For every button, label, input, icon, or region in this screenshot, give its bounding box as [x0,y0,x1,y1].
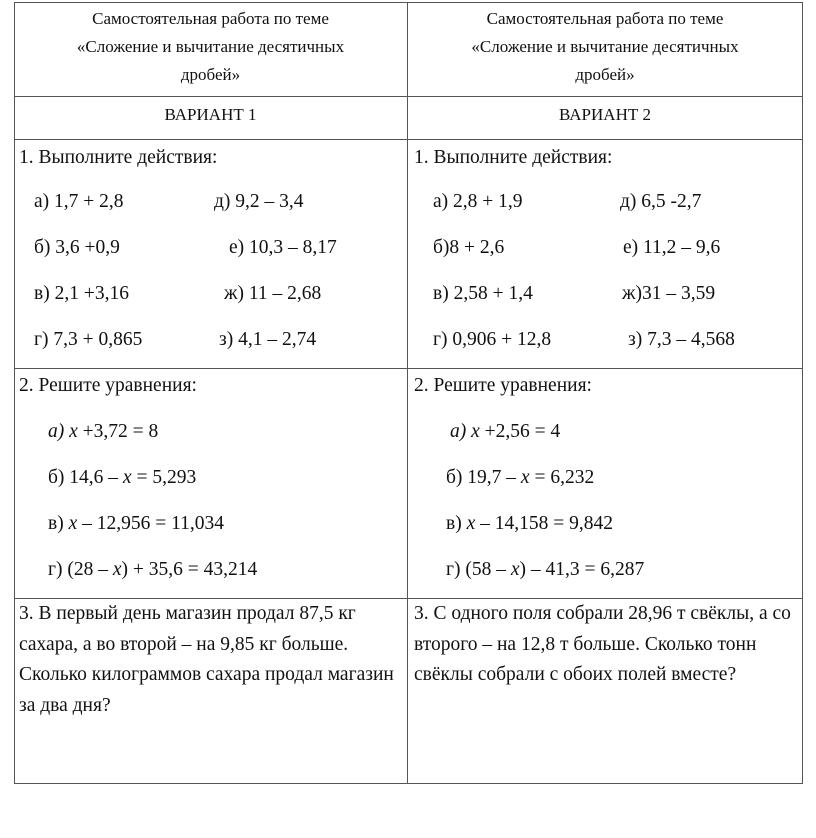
title-line: дробей» [575,65,635,84]
equation-variable: x [68,513,78,534]
title-line: Самостоятельная работа по теме [486,9,724,28]
equation-rest: = 5,293 [131,467,197,488]
equation [446,466,594,490]
equation [450,420,560,444]
equation-prefix: а) [48,421,70,442]
equation-rest: ) – 41,3 = 6,287 [519,559,645,580]
equation [48,466,196,490]
equation-variable: x [112,559,122,580]
equation-variable: x [466,513,476,534]
equation-prefix: б) 19,7 – [446,467,521,488]
task3-text: 3. С одного поля собрали 28,96 т свёклы, а со второго – на 12,8 т больше. Сколько тонн свёклы собрали с обоих полей вместе? [414,603,791,685]
equation-variable: x [471,421,480,442]
equation-prefix: г) (58 – [446,559,511,580]
variant-label: ВАРИАНТ 1 [164,105,257,124]
task1-item: а) 1,7 + 2,8 [34,191,124,212]
task1-item: ж)31 – 3,59 [622,283,716,304]
task1-item: б) 3,6 +0,9 [34,237,120,258]
title-line: дробей» [180,65,241,84]
task1-item: д) 6,5 -2,7 [620,191,702,212]
task1-item: г) 0,906 + 12,8 [433,329,552,350]
table-border-bottom [14,783,803,784]
equation-prefix: в) [48,513,69,534]
table-border-right [802,2,803,784]
equation-variable: x [520,467,530,488]
equation [446,558,644,582]
task1-heading: 1. Выполните действия: [19,147,218,168]
equation-variable: x [122,467,132,488]
equation-rest: – 14,158 = 9,842 [475,513,613,534]
equation [48,512,224,536]
variant-label: ВАРИАНТ 2 [559,105,651,124]
equation-prefix: г) (28 – [48,559,113,580]
task1-item: з) 4,1 – 2,74 [219,329,317,350]
title-line: «Сложение и вычитание десятичных [76,37,345,56]
equation-variable: x [510,559,520,580]
title-line: «Сложение и вычитание десятичных [471,37,739,56]
row-divider [14,368,803,369]
task1-item: в) 2,1 +3,16 [34,283,129,304]
worksheet-title [408,2,802,96]
equation-rest: ) + 35,6 = 43,214 [121,559,258,580]
equation [446,512,613,536]
equation [48,420,158,444]
task1-item: ж) 11 – 2,68 [224,283,322,304]
equation-rest: +3,72 = 8 [77,421,159,442]
task1-item: в) 2,58 + 1,4 [433,283,533,304]
task2-heading: 2. Решите уравнения: [19,375,197,396]
task1-item: е) 11,2 – 9,6 [623,237,721,258]
worksheet-table [14,2,803,784]
equation-rest: – 12,956 = 11,034 [77,513,225,534]
equation [48,558,257,582]
task1-item: г) 7,3 + 0,865 [34,329,143,350]
equation-rest: = 6,232 [529,467,595,488]
title-line: Самостоятельная работа по теме [92,9,329,28]
task1-item: з) 7,3 – 4,568 [628,329,735,350]
equation-prefix: в) [446,513,467,534]
task1-item: е) 10,3 – 8,17 [229,237,337,258]
equation-prefix: а) [450,421,472,442]
equation-rest: +2,56 = 4 [479,421,561,442]
equation-variable: x [69,421,78,442]
task1-item: б)8 + 2,6 [433,237,505,258]
task1-item: а) 2,8 + 1,9 [433,191,523,212]
task2-heading: 2. Решите уравнения: [414,375,592,396]
task3-text: 3. В первый день магазин продал 87,5 кг сахара, а во второй – на 9,85 кг больше. Сколько килограммов сахара продал магазин за два дня? [19,603,394,716]
task1-heading: 1. Выполните действия: [414,147,613,168]
equation-prefix: б) 14,6 – [48,467,123,488]
row-divider [14,139,803,140]
worksheet-title [14,2,407,96]
task1-item: д) 9,2 – 3,4 [214,191,304,212]
